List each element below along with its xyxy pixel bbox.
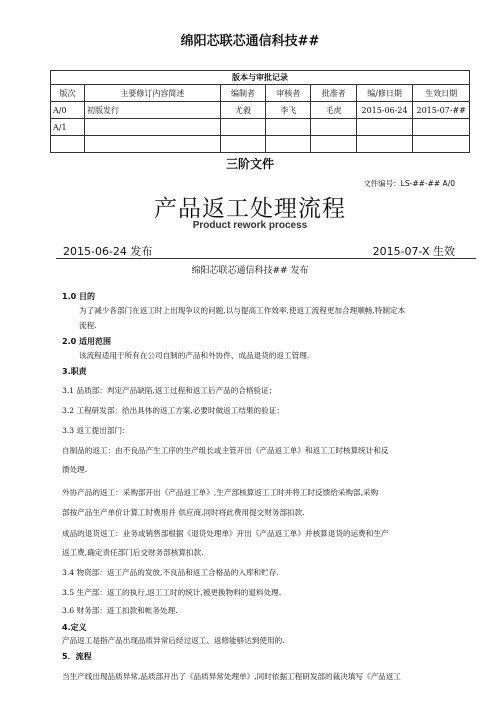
section-heading-purpose: 1.0 目的 xyxy=(62,292,95,301)
table-row xyxy=(51,102,470,119)
paragraph: 为了减少各部门在返工时上出现争议的问题,以与提高工作效率,使返工流程更加合理顺畅,特制定本 xyxy=(79,306,406,315)
section-heading-process: 5．流程 xyxy=(62,652,92,661)
document-title: 产品返工处理流程 xyxy=(154,196,346,222)
paragraph: 流程. xyxy=(79,321,97,330)
table-cell: A/0 xyxy=(51,102,85,119)
paragraph: 馈处理. xyxy=(62,465,88,474)
document-title-english: Product rework process xyxy=(192,220,308,231)
table-cell xyxy=(311,119,356,136)
table-cell: 李飞 xyxy=(266,102,311,119)
paragraph: 3.5 生产部：返工的执行,返工工时的统计,被更换物料的退料处理. xyxy=(62,588,282,597)
table-cell: 尤毅 xyxy=(220,102,265,119)
column-header: 批准者 xyxy=(311,85,356,102)
paragraph: 该流程适用于所有在公司自制的产品和外协件、成品退货的返工管理. xyxy=(79,351,310,360)
table-cell xyxy=(356,119,413,136)
publish-date: 2015-06-24 发布 xyxy=(63,245,153,258)
table-cell xyxy=(413,119,470,136)
effective-date: 2015-07-X 生效 xyxy=(372,245,455,258)
revision-table-caption: 版本与审批记录 xyxy=(50,70,470,84)
table-cell xyxy=(220,136,265,153)
paragraph: 自制品的返工：由不良品产生工序的生产组长或主管开出《产品返工单》和返工工时核算统计和反 xyxy=(62,446,389,455)
table-cell: A/1 xyxy=(51,119,85,136)
column-header: 生效日期 xyxy=(413,85,470,102)
table-cell: 毛虎 xyxy=(311,102,356,119)
column-header: 编/修日期 xyxy=(356,85,413,102)
column-header: 编制者 xyxy=(220,85,265,102)
revision-table-header xyxy=(51,85,470,102)
table-row xyxy=(51,136,470,153)
column-header: 版次 xyxy=(51,85,85,102)
table-cell: 初版发行 xyxy=(84,102,220,119)
table-cell xyxy=(84,119,220,136)
paragraph: 产品返工是指产品出现品质异常后经过返工、返修能够达到使用的. xyxy=(62,636,285,645)
table-cell: 2015-07-## xyxy=(413,102,470,119)
table-cell xyxy=(266,119,311,136)
column-header: 主要修订内容简述 xyxy=(84,85,220,102)
table-cell xyxy=(413,136,470,153)
document-number: 文件编号：LS-##-## A/0 xyxy=(363,179,455,188)
paragraph: 3.3 返工提出部门： xyxy=(62,426,130,435)
paragraph: 3.6 财务部：返工扣款和帐务处理. xyxy=(62,606,178,615)
revision-table xyxy=(50,70,470,153)
table-cell: 2015-06-24 xyxy=(356,102,413,119)
section-heading-definition: 4.定义 xyxy=(62,623,87,632)
issuer-line: 绵阳芯联芯通信科技## 发布 xyxy=(191,266,309,276)
document-tier: 三阶文件 xyxy=(225,157,274,171)
table-cell xyxy=(311,136,356,153)
table-cell xyxy=(220,119,265,136)
paragraph: 3.1 品质部：判定产品缺陷,返工过程和返工后产品的合格验证； xyxy=(62,386,277,395)
company-header: 绵阳芯联芯通信科技## xyxy=(180,34,320,49)
table-cell xyxy=(356,136,413,153)
section-heading-scope: 2.0 适用范围 xyxy=(62,337,111,346)
paragraph: 部按产品生产单价计算工时费用并 供应商,同时将此费用提交财务部扣款. xyxy=(62,508,305,517)
table-row xyxy=(51,119,470,136)
section-heading-responsibilities: 3.职责 xyxy=(62,367,87,376)
table-cell xyxy=(51,136,85,153)
table-cell xyxy=(84,136,220,153)
paragraph: 3.4 物资部：返工产品的发放,不良品和返工合格品的入库和贮存. xyxy=(62,568,279,577)
paragraph: 返工费,确定责任部门后交财务部核算扣款. xyxy=(62,548,204,557)
paragraph: 3.2 工程研发部：给出具体的返工方案,必要时做返工结果的验证； xyxy=(62,406,284,415)
table-cell xyxy=(266,136,311,153)
paragraph: 外协产品的返工：采购部开出《产品返工单》,生产部核算返工工时并将工时反馈给采购部,采购 xyxy=(62,488,379,497)
paragraph: 当生产线出现品质异常,品质部开出了《品质异常处理单》,同时依据工程研发部的裁决填写《产品返工 xyxy=(62,672,401,681)
column-header: 审核者 xyxy=(266,85,311,102)
paragraph: 成品的退货返工：业务或销售部根据《退货处理单》开出《产品返工单》并核算退货的运费和生产 xyxy=(62,529,389,538)
header-divider xyxy=(56,258,476,259)
